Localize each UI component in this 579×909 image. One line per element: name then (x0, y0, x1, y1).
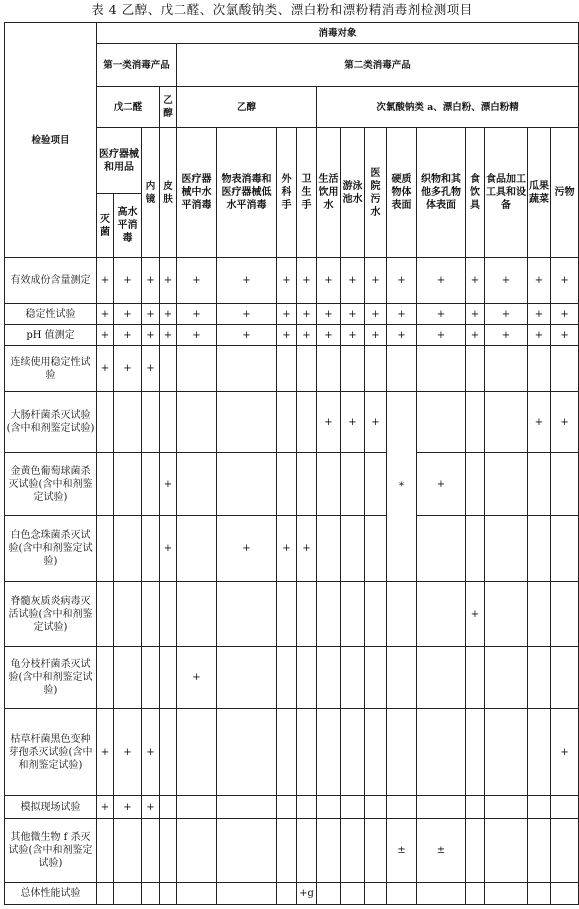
table-cell (341, 516, 365, 582)
row-label: 稳定性试验 (5, 304, 97, 325)
table-cell: + (387, 304, 417, 325)
table-cell (365, 516, 387, 582)
table-cell (528, 709, 551, 796)
table-cell (417, 346, 466, 392)
ethanol-short-header: 乙醇 (160, 87, 177, 128)
table-cell (551, 819, 579, 883)
table-cell (97, 582, 114, 647)
table-cell (297, 796, 317, 819)
class1-header: 第一类消毒产品 (97, 44, 177, 87)
table-cell (485, 582, 528, 647)
table-cell: + (417, 304, 466, 325)
table-cell: + (365, 392, 387, 453)
table-row (5, 325, 579, 346)
table-cell (142, 883, 160, 905)
table-cell (551, 516, 579, 582)
table-cell (485, 392, 528, 453)
table-cell (365, 709, 387, 796)
table-cell (528, 453, 551, 516)
food-equip-header: 食品加工工具和设备 (485, 128, 528, 258)
table-cell: + (528, 304, 551, 325)
table-cell (114, 453, 142, 516)
table-cell (97, 883, 114, 905)
table-cell (485, 453, 528, 516)
table-cell (277, 453, 297, 516)
table-cell (317, 819, 341, 883)
table-cell (277, 392, 297, 453)
disinfect-object-header: 消毒对象 (97, 23, 579, 44)
table-cell: + (341, 392, 365, 453)
table-cell (317, 709, 341, 796)
med-mid-header: 医疗器械中水平消毒 (177, 128, 217, 258)
fruits-header: 瓜果蔬菜 (528, 128, 551, 258)
table-cell (142, 516, 160, 582)
table-cell (177, 819, 217, 883)
table-cell: + (466, 258, 485, 304)
table-cell: + (341, 304, 365, 325)
table-cell: + (297, 325, 317, 346)
table-cell (142, 819, 160, 883)
hard-surface-header: 硬质物体表面 (387, 128, 417, 258)
table-cell (485, 883, 528, 905)
table-cell: + (217, 258, 277, 304)
row-label: 枯草杆菌黑色变种芽孢杀灭试验(含中和剂鉴定试验) (5, 709, 97, 796)
table-cell (551, 346, 579, 392)
endoscope-header: 内镜 (142, 128, 160, 258)
row-label: 龟分枝杆菌杀灭试验(含中和剂鉴定试验) (5, 647, 97, 709)
row-label: 其他微生物 f 杀灭试验(含中和剂鉴定试验) (5, 819, 97, 883)
table-cell: + (485, 304, 528, 325)
table-cell: ± (387, 819, 417, 883)
table-cell (277, 346, 297, 392)
table-cell (365, 819, 387, 883)
table-cell (485, 647, 528, 709)
table-cell (417, 709, 466, 796)
table-cell (341, 346, 365, 392)
table-cell (551, 582, 579, 647)
row-label: 大肠杆菌杀灭试验(含中和剂鉴定试验) (5, 392, 97, 453)
table-cell (142, 647, 160, 709)
table-row (5, 346, 579, 392)
table-cell (160, 647, 177, 709)
table-cell (277, 796, 297, 819)
table-cell (551, 796, 579, 819)
table-cell (466, 346, 485, 392)
table-cell: + (551, 709, 579, 796)
table-cell (217, 647, 277, 709)
table-cell (417, 516, 466, 582)
table-cell (466, 392, 485, 453)
table-cell: + (97, 346, 114, 392)
med-equip-header: 医疗器械和用品 (97, 128, 142, 194)
table-cell (217, 819, 277, 883)
table-cell (528, 346, 551, 392)
table-cell (317, 516, 341, 582)
table-cell: + (114, 709, 142, 796)
table-cell: + (97, 304, 114, 325)
table-cell: + (466, 582, 485, 647)
surgical-hand-header: 外科手 (277, 128, 297, 258)
table-cell: + (114, 796, 142, 819)
table-cell: + (277, 258, 297, 304)
table-cell (177, 453, 217, 516)
table-cell: + (142, 258, 160, 304)
table-cell (97, 392, 114, 453)
table-row (5, 392, 579, 453)
table-cell (177, 883, 217, 905)
row-label: pH 值测定 (5, 325, 97, 346)
high-level-header: 高水平消毒 (114, 194, 142, 258)
table-cell (114, 819, 142, 883)
table-cell (528, 819, 551, 883)
table-cell: + (177, 647, 217, 709)
table-cell (417, 796, 466, 819)
table-cell: + (114, 258, 142, 304)
table-cell: + (114, 304, 142, 325)
table-row (5, 516, 579, 582)
table-cell (317, 346, 341, 392)
row-label: 金黄色葡萄球菌杀灭试验(含中和剂鉴定试验) (5, 453, 97, 516)
table-cell (160, 796, 177, 819)
table-cell: + (160, 453, 177, 516)
table-cell: + (114, 325, 142, 346)
table-cell (217, 796, 277, 819)
chlorine-header: 次氯酸钠类 a、漂白粉、漂白粉精 (317, 87, 579, 128)
row-label: 白色念珠菌杀灭试验(含中和剂鉴定试验) (5, 516, 97, 582)
pool-water-header: 游泳池水 (341, 128, 365, 258)
glutaraldehyde-header: 戊二醛 (97, 87, 160, 128)
table-cell (417, 883, 466, 905)
table-row (5, 582, 579, 647)
table-cell: + (387, 325, 417, 346)
table-cell (466, 709, 485, 796)
table-cell (365, 796, 387, 819)
table-cell (297, 709, 317, 796)
row-label: 脊髓灰质炎病毒灭活试验(含中和剂鉴定试验) (5, 582, 97, 647)
textile-header: 织物和其他多孔物体表面 (417, 128, 466, 258)
sterilize-header: 灭菌 (97, 194, 114, 258)
table-cell: + (466, 325, 485, 346)
table-cell: + (365, 304, 387, 325)
table-cell (297, 346, 317, 392)
table-cell: + (114, 346, 142, 392)
hygienic-hand-header: 卫生手 (297, 128, 317, 258)
table-cell (528, 647, 551, 709)
row-label: 模拟现场试验 (5, 796, 97, 819)
table-cell (466, 796, 485, 819)
table-cell (417, 582, 466, 647)
table-cell (97, 516, 114, 582)
table-cell (551, 453, 579, 516)
table-cell (177, 582, 217, 647)
table-cell (217, 346, 277, 392)
table-cell (97, 453, 114, 516)
dirt-header: 污物 (551, 128, 579, 258)
table-cell (297, 647, 317, 709)
table-cell (365, 883, 387, 905)
skin-header: 皮肤 (160, 128, 177, 258)
table-cell (341, 647, 365, 709)
table-cell: + (177, 304, 217, 325)
table-cell (277, 582, 297, 647)
table-cell (387, 647, 417, 709)
table-cell: + (417, 453, 466, 516)
table-cell (177, 516, 217, 582)
table-row (5, 453, 579, 516)
table-cell (277, 709, 297, 796)
table-cell: + (317, 325, 341, 346)
table-cell: + (485, 325, 528, 346)
table-cell: + (160, 325, 177, 346)
detection-items-table (4, 22, 579, 905)
tableware-header: 食饮具 (466, 128, 485, 258)
table-cell (341, 819, 365, 883)
row-label: 总体性能试验 (5, 883, 97, 905)
table-cell (466, 883, 485, 905)
table-cell (341, 582, 365, 647)
item-col-header: 检验项目 (5, 23, 97, 258)
table-cell: + (466, 304, 485, 325)
table-cell (341, 709, 365, 796)
table-cell (142, 392, 160, 453)
table-cell (365, 346, 387, 392)
table-cell (485, 796, 528, 819)
table-cell (97, 647, 114, 709)
table-cell (528, 883, 551, 905)
table-cell (277, 883, 297, 905)
table-cell (365, 647, 387, 709)
table-cell (417, 647, 466, 709)
table-cell: + (160, 304, 177, 325)
table-cell: + (417, 258, 466, 304)
table-cell (177, 709, 217, 796)
table-cell: + (97, 258, 114, 304)
row-label: 连续使用稳定性试验 (5, 346, 97, 392)
table-cell (551, 883, 579, 905)
table-cell (217, 709, 277, 796)
table-cell (160, 392, 177, 453)
table-row (5, 883, 579, 905)
table-cell (341, 453, 365, 516)
table-cell: + (317, 392, 341, 453)
table-cell: + (341, 258, 365, 304)
table-cell: + (142, 346, 160, 392)
table-cell (297, 453, 317, 516)
table-cell (177, 796, 217, 819)
table-cell: + (142, 304, 160, 325)
class2-header: 第二类消毒产品 (177, 44, 579, 87)
surface-low-header: 物表消毒和医疗器械低水平消毒 (217, 128, 277, 258)
table-cell (217, 453, 277, 516)
table-cell: + (528, 325, 551, 346)
table-cell: + (485, 258, 528, 304)
table-cell: + (142, 709, 160, 796)
table-cell (297, 392, 317, 453)
table-cell (485, 709, 528, 796)
table-cell: + (551, 258, 579, 304)
table-cell (528, 796, 551, 819)
table-cell (466, 516, 485, 582)
table-cell: + (365, 258, 387, 304)
table-row (5, 796, 579, 819)
table-cell: + (277, 304, 297, 325)
row-label: 有效成份含量测定 (5, 258, 97, 304)
table-cell (160, 883, 177, 905)
table-cell (341, 883, 365, 905)
table-cell: + (177, 258, 217, 304)
table-cell: ± (417, 819, 466, 883)
table-cell (466, 819, 485, 883)
table-cell: + (160, 516, 177, 582)
table-cell: + (277, 516, 297, 582)
ethanol-header: 乙醇 (177, 87, 317, 128)
table-cell (365, 582, 387, 647)
table-cell (387, 346, 417, 392)
table-cell: + (551, 392, 579, 453)
table-cell (297, 819, 317, 883)
table-cell: + (528, 258, 551, 304)
table-cell (417, 392, 466, 453)
table-cell: + (277, 325, 297, 346)
table-cell (485, 516, 528, 582)
table-cell (142, 453, 160, 516)
table-cell: + (142, 325, 160, 346)
table-cell (528, 582, 551, 647)
table-cell (466, 647, 485, 709)
table-row (5, 709, 579, 796)
table-cell (317, 453, 341, 516)
table-cell (466, 453, 485, 516)
table-cell: + (317, 258, 341, 304)
drinking-water-header: 生活饮用水 (317, 128, 341, 258)
table-cell: + (387, 258, 417, 304)
table-cell (297, 582, 317, 647)
table-row (5, 304, 579, 325)
table-cell (217, 582, 277, 647)
table-cell: + (217, 304, 277, 325)
table-cell (114, 582, 142, 647)
table-cell (114, 647, 142, 709)
table-cell (387, 883, 417, 905)
table-cell (317, 796, 341, 819)
table-cell: + (297, 516, 317, 582)
table-caption: 表 4 乙醇、戊二醛、次氯酸钠类、漂白粉和漂粉精消毒剂检测项目 (91, 2, 473, 17)
table-row (5, 258, 579, 304)
table-cell: + (160, 258, 177, 304)
table-cell: + (365, 325, 387, 346)
table-cell (485, 346, 528, 392)
table-cell: + (177, 325, 217, 346)
table-cell (177, 346, 217, 392)
table-cell: + (341, 325, 365, 346)
table-cell (387, 796, 417, 819)
table-cell (551, 647, 579, 709)
table-row (5, 819, 579, 883)
table-cell (365, 453, 387, 516)
table-cell (217, 883, 277, 905)
table-cell (317, 647, 341, 709)
table-cell: + (297, 304, 317, 325)
table-cell (160, 346, 177, 392)
hard-surface-cell: * (387, 392, 417, 582)
table-cell (142, 582, 160, 647)
table-cell: + (97, 796, 114, 819)
table-cell: + (217, 516, 277, 582)
table-cell (114, 516, 142, 582)
table-cell: +g (297, 883, 317, 905)
table-cell (160, 819, 177, 883)
table-cell (317, 883, 341, 905)
table-cell (114, 883, 142, 905)
table-cell (217, 392, 277, 453)
table-cell: + (317, 304, 341, 325)
table-cell: + (217, 325, 277, 346)
table-cell: + (551, 325, 579, 346)
table-cell (160, 582, 177, 647)
table-cell (485, 819, 528, 883)
table-cell: + (417, 325, 466, 346)
table-cell (341, 796, 365, 819)
table-cell (97, 819, 114, 883)
table-cell (114, 392, 142, 453)
table-cell (317, 582, 341, 647)
table-cell (277, 819, 297, 883)
table-cell: + (97, 709, 114, 796)
table-cell: + (297, 258, 317, 304)
table-cell: + (551, 304, 579, 325)
table-cell (160, 709, 177, 796)
hospital-sewage-header: 医院污水 (365, 128, 387, 258)
table-cell (387, 709, 417, 796)
table-cell: + (528, 392, 551, 453)
table-cell (387, 582, 417, 647)
table-row (5, 647, 579, 709)
table-cell: + (142, 796, 160, 819)
table-cell (277, 647, 297, 709)
table-cell (177, 392, 217, 453)
table-cell: + (97, 325, 114, 346)
table-cell (528, 516, 551, 582)
